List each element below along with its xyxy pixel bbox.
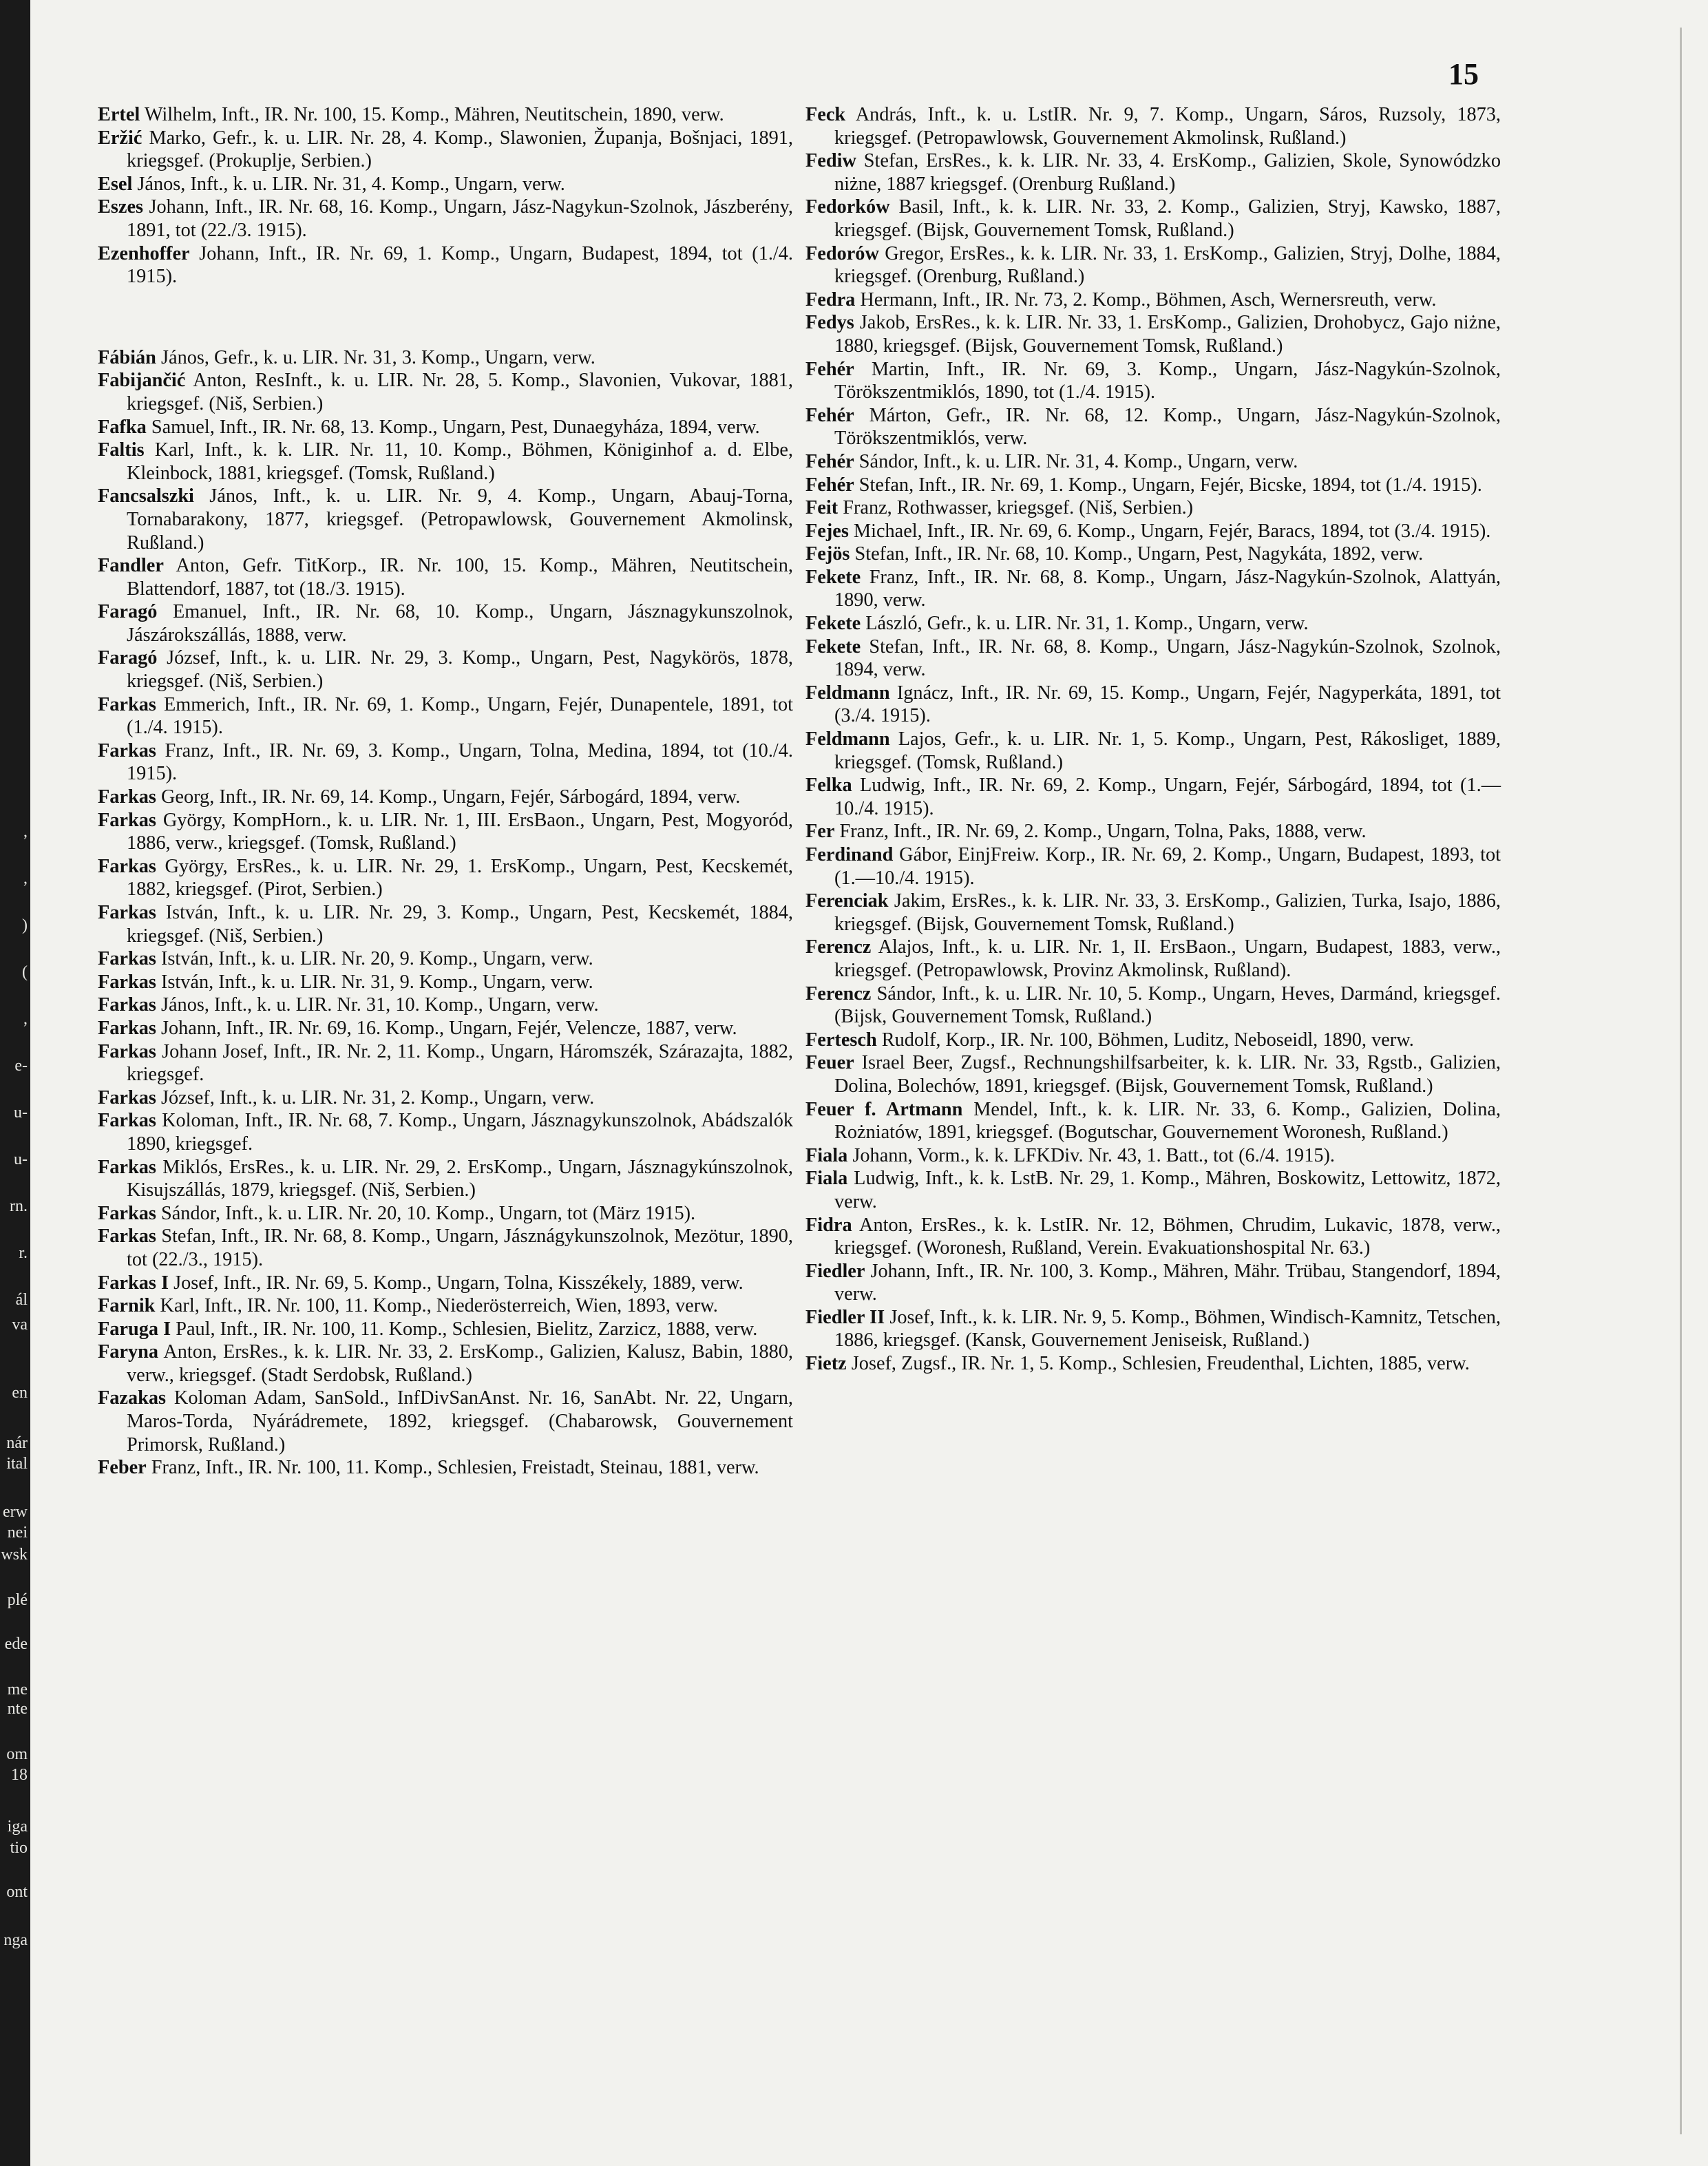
entry-details: István, Inft., k. u. LIR. Nr. 20, 9. Komp., Ungarn, verw. bbox=[160, 948, 593, 970]
entry-details: Emmerich, Inft., IR. Nr. 69, 1. Komp., Ungarn, Fejér, Dunapentele, 1891, tot (1./4. 1915). bbox=[127, 693, 793, 739]
register-entry bbox=[98, 439, 793, 485]
entry-details: Sándor, Inft., k. u. LIR. Nr. 10, 5. Komp., Ungarn, Heves, Darmánd, kriegsgef. (Bijsk, Gouvernement Tomsk, Rußland.) bbox=[834, 982, 1501, 1028]
register-entry bbox=[805, 1306, 1501, 1352]
entry-details: Anton, Gefr. TitKorp., IR. Nr. 100, 15. Komp., Mähren, Neutitschein, Blattendorf, 1887, tot (18./3. 1915). bbox=[127, 555, 793, 600]
register-entry bbox=[805, 288, 1501, 312]
entry-surname: Farkas bbox=[98, 1226, 156, 1248]
register-entry bbox=[805, 566, 1501, 612]
entry-details: Gregor, ErsRes., k. k. LIR. Nr. 33, 1. ErsKomp., Galizien, Stryj, Dolhe, 1884, kriegsgef. (Orenburg, Rußland.) bbox=[834, 242, 1501, 288]
entry-surname: Esel bbox=[98, 173, 133, 195]
entry-details: Miklós, ErsRes., k. u. LIR. Nr. 29, 2. ErsKomp., Ungarn, Jásznagykúnszolnok, Kisujszállás, 1879, kriegsgef. (Niš, Serbien.) bbox=[127, 1156, 793, 1201]
edge-text-fragment: ede bbox=[4, 1635, 28, 1653]
edge-text-fragment: , bbox=[23, 1010, 28, 1028]
edge-text-fragment: ont bbox=[6, 1883, 28, 1901]
entry-surname: Fiala bbox=[805, 1144, 848, 1166]
register-entry bbox=[805, 682, 1501, 728]
entry-details: Rudolf, Korp., IR. Nr. 100, Böhmen, Luditz, Neboseidl, 1890, verw. bbox=[881, 1029, 1414, 1051]
edge-text-fragment: nte bbox=[7, 1700, 28, 1718]
entry-details: Johann, Vorm., k. k. LFKDiv. Nr. 43, 1. Batt., tot (6./4. 1915). bbox=[852, 1144, 1336, 1166]
entry-surname: Farkas bbox=[98, 1040, 156, 1062]
entry-surname: Faragó bbox=[98, 647, 158, 669]
register-entry bbox=[98, 1294, 793, 1318]
entry-surname: Fiala bbox=[805, 1168, 848, 1190]
register-entry bbox=[805, 1029, 1501, 1052]
entry-details: Jakim, ErsRes., k. k. LIR. Nr. 33, 3. ErsKomp., Galizien, Turka, Isajo, 1886, kriegsgef. (Bijsk, Gouvernement Tomsk, Rußland.) bbox=[834, 890, 1501, 935]
edge-text-fragment: nga bbox=[3, 1931, 28, 1949]
entry-details: Wilhelm, Inft., IR. Nr. 100, 15. Komp., Mähren, Neutitschein, 1890, verw. bbox=[144, 104, 724, 125]
register-entry bbox=[98, 416, 793, 439]
entry-details: Basil, Inft., k. k. LIR. Nr. 33, 2. Komp., Galizien, Stryj, Kawsko, 1887, kriegsgef. (Bijsk, Gouvernement Tomsk, Rußland.) bbox=[834, 196, 1501, 241]
edge-text-fragment: ital bbox=[6, 1455, 28, 1473]
edge-text-fragment: tio bbox=[10, 1839, 28, 1857]
edge-text-fragment: u- bbox=[14, 1150, 28, 1168]
register-entry bbox=[805, 1214, 1501, 1260]
register-entry bbox=[805, 843, 1501, 890]
entry-details: Ludwig, Inft., IR. Nr. 69, 2. Komp., Ungarn, Fejér, Sárbogárd, 1894, tot (1.—10./4. 1915). bbox=[834, 775, 1501, 819]
entry-details: Hermann, Inft., IR. Nr. 73, 2. Komp., Böhmen, Asch, Wernersreuth, verw. bbox=[860, 288, 1437, 311]
entry-surname: Farkas bbox=[98, 1202, 156, 1224]
entry-surname: Farkas bbox=[98, 693, 156, 715]
register-entry bbox=[98, 855, 793, 901]
register-entry bbox=[98, 901, 793, 947]
entry-details: Marko, Gefr., k. u. LIR. Nr. 28, 4. Komp., Slawonien, Županja, Bošnjaci, 1891, kriegsgef. (Prokuplje, Serbien.) bbox=[127, 127, 793, 172]
entry-surname: Fiedler II bbox=[805, 1306, 885, 1328]
entry-details: Johann, Inft., IR. Nr. 68, 16. Komp., Ungarn, Jász-Nagykun-Szolnok, Jászberény, 1891, tot (22./3. 1915). bbox=[127, 196, 793, 241]
entry-details: Karl, Inft., k. k. LIR. Nr. 11, 10. Komp., Böhmen, Königinhof a. d. Elbe, Kleinbock, 1881, kriegsgef. (Tomsk, Rußland.) bbox=[127, 439, 794, 484]
entry-details: Anton, ResInft., k. u. LIR. Nr. 28, 5. Komp., Slavonien, Vukovar, 1881, kriegsgef. (Niš, Serbien.) bbox=[127, 370, 793, 414]
register-entry bbox=[98, 242, 793, 288]
entry-details: József, Inft., k. u. LIR. Nr. 29, 3. Komp., Ungarn, Pest, Nagykörös, 1878, kriegsgef. (Niš, Serbien.) bbox=[127, 647, 793, 693]
entry-details: János, Inft., k. u. LIR. Nr. 31, 10. Komp., Ungarn, verw. bbox=[160, 994, 599, 1016]
register-entry bbox=[805, 404, 1501, 450]
entry-surname: Farkas bbox=[98, 809, 156, 831]
edge-text-fragment: me bbox=[7, 1681, 28, 1699]
entry-details: István, Inft., k. u. LIR. Nr. 31, 9. Komp., Ungarn, verw. bbox=[160, 971, 593, 993]
register-entry bbox=[805, 358, 1501, 404]
register-entry bbox=[805, 242, 1501, 288]
register-entry bbox=[98, 993, 793, 1017]
entry-surname: Farkas bbox=[98, 1017, 156, 1039]
register-entry bbox=[98, 739, 793, 786]
entry-details: Israel Beer, Zugsf., Rechnungshilfsarbeiter, k. k. LIR. Nr. 33, Rgstb., Galizien, Dolina, Bolechów, 1891, kriegsgef. (Bijsk, Gouvernement Tomsk, Rußland.) bbox=[834, 1052, 1501, 1097]
register-entry bbox=[98, 1202, 793, 1226]
entry-surname: Fafka bbox=[98, 416, 147, 438]
register-entry bbox=[98, 947, 793, 971]
entry-surname: Fedorków bbox=[805, 196, 890, 218]
entry-surname: Feuer f. Artmann bbox=[805, 1098, 963, 1120]
register-entry bbox=[805, 774, 1501, 820]
entry-details: Stefan, Inft., IR. Nr. 69, 1. Komp., Ungarn, Fejér, Bicske, 1894, tot (1./4. 1915). bbox=[858, 474, 1482, 496]
register-entry bbox=[805, 103, 1501, 149]
entry-surname: Fekete bbox=[805, 635, 861, 658]
register-entry bbox=[805, 982, 1501, 1029]
entry-details: János, Gefr., k. u. LIR. Nr. 31, 3. Komp., Ungarn, verw. bbox=[161, 346, 595, 368]
entry-surname: Feldmann bbox=[805, 682, 890, 704]
edge-text-fragment: erw bbox=[3, 1503, 28, 1521]
entry-surname: Farkas bbox=[98, 902, 156, 923]
entry-surname: Fehér bbox=[805, 450, 854, 472]
register-entry bbox=[98, 369, 793, 415]
entry-surname: Ertel bbox=[98, 104, 140, 125]
edge-text-fragment: e- bbox=[14, 1057, 28, 1075]
left-column bbox=[98, 103, 793, 1480]
entry-surname: Farkas bbox=[98, 855, 156, 877]
entry-details: Stefan, Inft., IR. Nr. 68, 10. Komp., Ungarn, Pest, Nagykáta, 1892, verw. bbox=[854, 543, 1424, 565]
entry-details: János, Inft., k. u. LIR. Nr. 9, 4. Komp., Ungarn, Abauj-Torna, Tornabarakony, 1877, kriegsgef. (Petropawlowsk, Gouvernement Akmolinsk, Rußland.) bbox=[127, 485, 794, 554]
entry-details: Sándor, Inft., k. u. LIR. Nr. 31, 4. Komp., Ungarn, verw. bbox=[858, 450, 1298, 472]
entry-surname: Feck bbox=[805, 104, 846, 125]
register-entry bbox=[98, 1086, 793, 1110]
register-entry bbox=[805, 1352, 1501, 1376]
entry-surname: Fekete bbox=[805, 566, 861, 588]
register-entry bbox=[98, 1017, 793, 1040]
entry-details: Johann, Inft., IR. Nr. 100, 3. Komp., Mähren, Mähr. Trübau, Stangendorf, 1894, verw. bbox=[834, 1260, 1501, 1305]
entry-surname: Fer bbox=[805, 821, 835, 843]
register-entry bbox=[98, 103, 793, 127]
entry-details: Josef, Inft., IR. Nr. 69, 5. Komp., Ungarn, Tolna, Kisszékely, 1889, verw. bbox=[173, 1272, 744, 1294]
register-entry bbox=[805, 1098, 1501, 1144]
entry-surname: Fehér bbox=[805, 474, 854, 496]
entry-surname: Ferencz bbox=[805, 982, 872, 1005]
entry-surname: Faruga I bbox=[98, 1318, 171, 1340]
entry-surname: Eszes bbox=[98, 196, 144, 218]
register-entry bbox=[98, 1109, 793, 1155]
edge-text-fragment: en bbox=[12, 1384, 28, 1402]
entry-surname: Faragó bbox=[98, 601, 158, 623]
register-entry bbox=[98, 346, 793, 370]
edge-text-fragment: nár bbox=[6, 1434, 28, 1452]
entry-details: Martin, Inft., IR. Nr. 69, 3. Komp., Ungarn, Jász-Nagykún-Szolnok, Törökszentmiklós, 1890, tot (1./4. 1915). bbox=[834, 358, 1501, 403]
register-entry bbox=[805, 890, 1501, 936]
edge-text-fragment: ) bbox=[22, 916, 28, 934]
entry-details: Johann Josef, Inft., IR. Nr. 2, 11. Komp., Ungarn, Háromszék, Szárazajta, 1882, kriegsgef. bbox=[127, 1040, 794, 1086]
entry-surname: Fidra bbox=[805, 1214, 852, 1236]
entry-details: Franz, Inft., IR. Nr. 69, 2. Komp., Ungarn, Tolna, Paks, 1888, verw. bbox=[839, 821, 1367, 843]
entry-details: Márton, Gefr., IR. Nr. 68, 12. Komp., Ungarn, Jász-Nagykún-Szolnok, Törökszentmiklós, verw. bbox=[834, 404, 1501, 450]
entry-details: Sándor, Inft., k. u. LIR. Nr. 20, 10. Komp., Ungarn, tot (März 1915). bbox=[160, 1202, 696, 1224]
entry-details: László, Gefr., k. u. LIR. Nr. 31, 1. Komp., Ungarn, verw. bbox=[865, 613, 1309, 635]
entry-surname: Fandler bbox=[98, 555, 164, 577]
register-entry bbox=[98, 173, 793, 196]
register-entry bbox=[805, 311, 1501, 357]
edge-text-fragment: om bbox=[6, 1745, 28, 1763]
register-entry bbox=[98, 646, 793, 693]
entry-details: József, Inft., k. u. LIR. Nr. 31, 2. Komp., Ungarn, verw. bbox=[160, 1086, 595, 1108]
entry-surname: Fancsalszki bbox=[98, 485, 194, 507]
entry-details: Anton, ErsRes., k. k. LstIR. Nr. 12, Böhmen, Chrudim, Lukavic, 1878, verw., kriegsgef. (Woronesh, Rußland, Verein. Evakuationshospital Nr. 63.) bbox=[834, 1214, 1501, 1259]
entry-details: István, Inft., k. u. LIR. Nr. 29, 3. Komp., Ungarn, Pest, Kecskemét, 1884, kriegsgef. (Niš, Serbien.) bbox=[127, 902, 793, 947]
entry-surname: Feber bbox=[98, 1457, 147, 1479]
entry-surname: Felka bbox=[805, 775, 852, 797]
entry-surname: Farkas bbox=[98, 786, 156, 808]
register-entry bbox=[98, 485, 793, 554]
entry-details: Ignácz, Inft., IR. Nr. 69, 15. Komp., Ungarn, Fejér, Nagyperkáta, 1891, tot (3./4. 1915). bbox=[834, 682, 1501, 727]
register-entry bbox=[98, 809, 793, 855]
edge-text-fragment: , bbox=[23, 870, 28, 887]
entry-surname: Farkas bbox=[98, 739, 156, 761]
entry-surname: Ferencz bbox=[805, 936, 872, 958]
edge-text-fragment: u- bbox=[14, 1104, 28, 1122]
section-gap bbox=[98, 288, 793, 346]
edge-text-fragment: 18 bbox=[11, 1766, 28, 1784]
register-entry bbox=[805, 196, 1501, 242]
entry-details: Emanuel, Inft., IR. Nr. 68, 10. Komp., Ungarn, Jásznagykunszolnok, Jászárokszállás, 1888, verw. bbox=[127, 601, 793, 646]
register-entry bbox=[98, 600, 793, 646]
entry-details: Franz, Rothwasser, kriegsgef. (Niš, Serbien.) bbox=[843, 497, 1194, 519]
entry-surname: Fehér bbox=[805, 404, 854, 426]
register-entry bbox=[98, 554, 793, 600]
entry-surname: Farkas bbox=[98, 971, 156, 993]
entry-details: Paul, Inft., IR. Nr. 100, 11. Komp., Schlesien, Bielitz, Zarzicz, 1888, verw. bbox=[176, 1318, 758, 1340]
entry-details: Samuel, Inft., IR. Nr. 68, 13. Komp., Ungarn, Pest, Dunaegyháza, 1894, verw. bbox=[151, 416, 760, 438]
entry-details: Johann, Inft., IR. Nr. 69, 16. Komp., Ungarn, Fejér, Velencze, 1887, verw. bbox=[160, 1017, 737, 1039]
entry-surname: Fabijančić bbox=[98, 370, 186, 392]
entry-details: Alajos, Inft., k. u. LIR. Nr. 1, II. ErsBaon., Ungarn, Budapest, 1883, verw., kriegsgef. (Petropawlowsk, Provinz Akmolinsk, Rußland). bbox=[834, 936, 1501, 981]
register-entry bbox=[805, 1260, 1501, 1306]
register-entry bbox=[805, 1167, 1501, 1213]
entry-details: György, KompHorn., k. u. LIR. Nr. 1, III. ErsBaon., Ungarn, Pest, Mogyoród, 1886, verw., kriegsgef. (Tomsk, Rußland.) bbox=[127, 809, 793, 854]
edge-text-fragment: va bbox=[12, 1316, 28, 1334]
edge-text-fragment: ál bbox=[15, 1291, 28, 1309]
right-column bbox=[805, 103, 1501, 1376]
entry-surname: Farnik bbox=[98, 1295, 156, 1317]
register-entry bbox=[98, 786, 793, 809]
entry-surname: Fiedler bbox=[805, 1260, 865, 1282]
entry-details: Lajos, Gefr., k. u. LIR. Nr. 1, 5. Komp., Ungarn, Pest, Rákosliget, 1889, kriegsgef. (Tomsk, Rußland.) bbox=[834, 728, 1501, 773]
register-entry bbox=[98, 693, 793, 739]
edge-text-fragment: r. bbox=[19, 1244, 28, 1262]
edge-text-fragment: plé bbox=[7, 1591, 28, 1609]
entry-details: Michael, Inft., IR. Nr. 69, 6. Komp., Ungarn, Fejér, Baracs, 1894, tot (3./4. 1915). bbox=[853, 520, 1491, 542]
entry-details: Ludwig, Inft., k. k. LstB. Nr. 29, 1. Komp., Mähren, Boskowitz, Lettowitz, 1872, verw. bbox=[834, 1168, 1501, 1212]
register-entry bbox=[98, 1156, 793, 1202]
register-entry bbox=[805, 728, 1501, 774]
edge-text-fragment: iga bbox=[7, 1818, 28, 1836]
entry-surname: Faltis bbox=[98, 439, 145, 461]
entry-details: Mendel, Inft., k. k. LIR. Nr. 33, 6. Komp., Galizien, Dolina, Rożniatów, 1891, kriegsgef. (Bogutschar, Gouvernement Woronesh, Rußland.) bbox=[834, 1098, 1501, 1144]
page-number: 15 bbox=[1448, 57, 1479, 91]
entry-surname: Fedorów bbox=[805, 242, 879, 264]
entry-details: Johann, Inft., IR. Nr. 69, 1. Komp., Ungarn, Budapest, 1894, tot (1./4. 1915). bbox=[127, 242, 793, 288]
entry-surname: Fediw bbox=[805, 150, 856, 172]
register-entry bbox=[805, 635, 1501, 682]
entry-details: Stefan, ErsRes., k. k. LIR. Nr. 33, 4. ErsKomp., Galizien, Skole, Synowódzko niżne, 1887 kriegsgef. (Orenburg Rußland.) bbox=[834, 150, 1501, 195]
entry-details: Franz, Inft., IR. Nr. 69, 3. Komp., Ungarn, Tolna, Medina, 1894, tot (10./4. 1915). bbox=[127, 739, 793, 785]
register-entry bbox=[98, 1340, 793, 1387]
entry-details: András, Inft., k. u. LstIR. Nr. 9, 7. Komp., Ungarn, Sáros, Ruzsoly, 1873, kriegsgef. (Petropawlowsk, Gouvernement Akmolinsk, Rußland.) bbox=[834, 104, 1501, 149]
entry-surname: Feuer bbox=[805, 1052, 854, 1074]
edge-text-fragment: wsk bbox=[1, 1546, 28, 1564]
entry-details: Karl, Inft., IR. Nr. 100, 11. Komp., Niederösterreich, Wien, 1893, verw. bbox=[160, 1295, 718, 1317]
register-entry bbox=[98, 1272, 793, 1295]
entry-details: Koloman, Inft., IR. Nr. 68, 7. Komp., Ungarn, Jásznagykunszolnok, Abádszalók 1890, kriegsgef. bbox=[127, 1110, 794, 1155]
entry-surname: Fejös bbox=[805, 543, 850, 565]
register-entry bbox=[98, 196, 793, 242]
register-entry bbox=[805, 1144, 1501, 1168]
edge-text-fragment: nei bbox=[7, 1524, 28, 1542]
edge-text-fragment: ( bbox=[22, 963, 28, 981]
edge-text-fragment: , bbox=[23, 823, 28, 841]
register-entry bbox=[98, 1318, 793, 1341]
entry-surname: Fejes bbox=[805, 520, 849, 542]
entry-details: Josef, Zugsf., IR. Nr. 1, 5. Komp., Schlesien, Freudenthal, Lichten, 1885, verw. bbox=[851, 1353, 1470, 1375]
edge-text-fragment: rn. bbox=[10, 1197, 28, 1215]
register-entry bbox=[805, 474, 1501, 497]
register-entry bbox=[98, 1225, 793, 1271]
page-border-line bbox=[1680, 28, 1682, 2134]
register-entry bbox=[98, 127, 793, 173]
entry-details: Gábor, EinjFreiw. Korp., IR. Nr. 69, 2. Komp., Ungarn, Budapest, 1893, tot (1.—10./4. 1915). bbox=[834, 844, 1501, 889]
entry-surname: Fazakas bbox=[98, 1387, 167, 1409]
entry-details: Jakob, ErsRes., k. k. LIR. Nr. 33, 1. ErsKomp., Galizien, Drohobycz, Gajo niżne, 1880, kriegsgef. (Bijsk, Gouvernement Tomsk, Rußland.) bbox=[834, 312, 1501, 357]
entry-surname: Farkas bbox=[98, 1086, 156, 1108]
entry-details: János, Inft., k. u. LIR. Nr. 31, 4. Komp., Ungarn, verw. bbox=[137, 173, 565, 195]
entry-surname: Ezenhoffer bbox=[98, 242, 190, 264]
entry-details: Koloman Adam, SanSold., InfDivSanAnst. Nr. 16, SanAbt. Nr. 22, Ungarn, Maros-Torda, Nyárádremete, 1892, kriegsgef. (Chabarowsk, Gouvernement Primorsk, Rußland.) bbox=[127, 1387, 793, 1455]
entry-surname: Farkas bbox=[98, 948, 156, 970]
entry-surname: Farkas bbox=[98, 1110, 156, 1132]
register-entry bbox=[805, 496, 1501, 520]
entry-surname: Fertesch bbox=[805, 1029, 877, 1051]
register-entry bbox=[98, 1456, 793, 1480]
register-entry bbox=[98, 971, 793, 994]
register-entry bbox=[98, 1040, 793, 1086]
register-entry bbox=[805, 936, 1501, 982]
entry-surname: Ferenciak bbox=[805, 890, 889, 912]
entry-details: Georg, Inft., IR. Nr. 69, 14. Komp., Ungarn, Fejér, Sárbogárd, 1894, verw. bbox=[160, 786, 741, 808]
entry-details: Franz, Inft., IR. Nr. 68, 8. Komp., Ungarn, Jász-Nagykún-Szolnok, Alattyán, 1890, verw. bbox=[834, 566, 1501, 611]
register-entry bbox=[98, 1387, 793, 1456]
register-entry bbox=[805, 612, 1501, 635]
entry-surname: Feit bbox=[805, 497, 839, 519]
register-entry bbox=[805, 820, 1501, 843]
entry-surname: Fábián bbox=[98, 346, 156, 368]
entry-details: György, ErsRes., k. u. LIR. Nr. 29, 1. ErsKomp., Ungarn, Pest, Kecskemét, 1882, kriegsgef. (Pirot, Serbien.) bbox=[127, 855, 794, 901]
entry-surname: Fekete bbox=[805, 613, 861, 635]
entry-details: Josef, Inft., k. k. LIR. Nr. 9, 5. Komp., Böhmen, Windisch-Kamnitz, Tetschen, 1886, kriegsgef. (Kansk, Gouvernement Jeniseisk, Rußland.) bbox=[834, 1306, 1501, 1352]
entry-surname: Fedra bbox=[805, 288, 856, 311]
entry-details: Stefan, Inft., IR. Nr. 68, 8. Komp., Ungarn, Jász-Nagykún-Szolnok, Szolnok, 1894, verw. bbox=[834, 635, 1501, 681]
entry-surname: Fehér bbox=[805, 358, 854, 380]
register-entry bbox=[805, 149, 1501, 196]
register-entry bbox=[805, 520, 1501, 543]
entry-details: Franz, Inft., IR. Nr. 100, 11. Komp., Schlesien, Freistadt, Steinau, 1881, verw. bbox=[151, 1457, 759, 1479]
register-entry bbox=[805, 543, 1501, 566]
register-entry bbox=[805, 450, 1501, 474]
entry-details: Anton, ErsRes., k. k. LIR. Nr. 33, 2. ErsKomp., Galizien, Kalusz, Babin, 1880, verw., kriegsgef. (Stadt Serdobsk, Rußland.) bbox=[127, 1341, 794, 1386]
entry-surname: Farkas bbox=[98, 994, 156, 1016]
entry-surname: Fietz bbox=[805, 1353, 847, 1375]
entry-surname: Feldmann bbox=[805, 728, 890, 750]
entry-surname: Faryna bbox=[98, 1341, 159, 1363]
entry-surname: Ferdinand bbox=[805, 844, 894, 865]
entry-details: Stefan, Inft., IR. Nr. 68, 8. Komp., Ungarn, Jásznágykunszolnok, Mezötur, 1890, tot (22./3., 1915). bbox=[127, 1226, 793, 1270]
register-entry bbox=[805, 1051, 1501, 1097]
entry-surname: Farkas bbox=[98, 1156, 156, 1178]
entry-surname: Fedys bbox=[805, 312, 854, 334]
entry-surname: Eržić bbox=[98, 127, 143, 149]
entry-surname: Farkas I bbox=[98, 1272, 169, 1294]
